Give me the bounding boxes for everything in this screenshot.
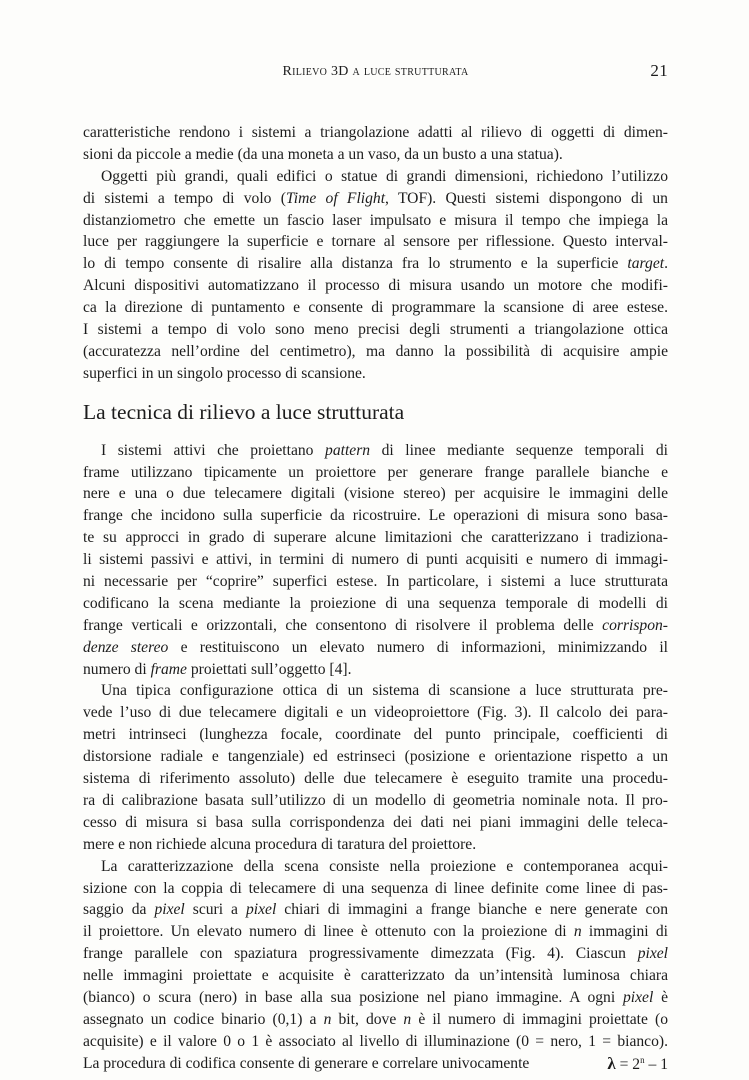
text-line: acquisite) e il valore 0 o 1 è associato al livello di illuminazione (0 = nero, 1 = bianco). [83,1032,668,1050]
text-line: mere e non richiede alcuna procedura di taratura del proiettore. [83,835,477,853]
text-line: codificano la scena mediante la proiezione di una sequenza temporale di modelli di [83,594,668,612]
text-line: I sistemi a tempo di volo sono meno precisi degli strumenti a triangolazione ottica [83,321,668,339]
text-line: assegnato un codice binario (0,1) a n bit, dove n è il numero di immagini proiettate (o [83,1010,669,1028]
section-heading: La tecnica di rilievo a luce strutturata [83,399,405,424]
paragraph-5 [83,856,668,1075]
lambda-symbol: λ [607,1053,616,1073]
paragraph-2 [83,166,668,385]
text-line: nelle immagini proiettate e acquisite è caratterizzato da un’intensità luminosa chiara [83,967,668,985]
running-header [83,61,668,84]
text-line: saggio da pixel scuri a pixel chiari di immagini a frange bianche e nere generate con [83,901,668,919]
text-fragment: La procedura di codifica consente di generare e correlare univocamente [83,1054,530,1072]
formula-tail: – 1 [644,1055,668,1073]
text-line: frange verticali e orizzontali, che consentono di risolvere il problema delle corrispon- [83,616,668,634]
text-line: superfici in un singolo processo di scansione. [83,364,366,382]
text-line: Alcuni dispositivi automatizzano il processo di misura usando un motore che modifi- [83,277,668,295]
paragraph-4 [83,680,668,855]
text-line: distanziometro che emette un fascio laser impulsato e misura il tempo che impiega la [83,211,668,229]
text-line: luce per raggiungere la superficie e tornare al sensore per riflessione. Questo interval- [83,233,668,251]
text-line: (bianco) o scura (nero) in base alla sua posizione nel piano immagine. A ogni pixel è [83,988,668,1006]
text-line: sistema di riferimento assoluto) delle due telecamere è eseguito tramite una procedu- [83,770,668,788]
text-line: Oggetti più grandi, quali edifici o statue di grandi dimensioni, richiedono l’utilizzo [101,167,668,185]
text-line: caratteristiche rendono i sistemi a triangolazione adatti al rilievo di oggetti di dimen- [83,124,668,141]
text-line: cesso di misura si basa sulla corrispondenza dei dati nei piani immagini delle teleca- [83,813,668,831]
text-line: lo di tempo consente di risalire alla distanza fra lo strumento e la superficie target. [83,255,668,273]
text-line: ni necessarie per “coprire” superfici estese. In particolare, i sistemi a luce strutturata [83,573,668,591]
text-line: frange parallele con spaziatura progressivamente dimezzata (Fig. 4). Ciascun pixel [83,945,668,963]
paragraph-1 [83,122,668,166]
text-line: li sistemi passivi e attivi, in termini di numero di punti acquisiti e numero di immagi- [83,551,668,569]
text-line: vede l’uso di due telecamere digitali e un videoproiettore (Fig. 3). Il calcolo dei para- [83,704,668,722]
running-title: Rilievo 3D a luce strutturata [282,64,469,79]
text-line: frame utilizzano tipicamente un proiettore per generare frange parallele bianche e [83,463,668,481]
text-line: numero di frame proiettati sull’oggetto [4]. [83,660,352,678]
text-line: I sistemi attivi che proiettano pattern di linee mediante sequenze temporali di [101,441,668,459]
formula [607,1053,668,1076]
text-line: Una tipica configurazione ottica di un sistema di scansione a luce strutturata pre- [101,682,668,700]
text-line: (accuratezza nell’ordine del centimetro), ma danno la possibilità di acquisire ampie [83,342,668,360]
text-line: frange che incidono sulla superficie da ricostruire. Le operazioni di misura sono basa- [83,507,668,525]
formula-exponent: n [640,1054,645,1065]
text-line: denze stereo e restituiscono un elevato numero di informazioni, minimizzando il [83,638,669,656]
text-line: te su approcci in grado di superare alcune limitazioni che caratterizzano i tradiziona- [83,529,668,547]
body-text [83,122,668,1076]
text-line: La caratterizzazione della scena consiste nella proiezione e contemporanea acqui- [101,857,668,875]
page-number: 21 [650,61,668,80]
paragraph-3 [83,440,668,681]
text-line: di sistemi a tempo di volo (Time of Flight, TOF). Questi sistemi dispongono di un [83,189,668,207]
text-line-with-formula [83,1053,668,1075]
text-line: metri intrinseci (lunghezza focale, coordinate del punto principale, coefficienti di [83,726,668,744]
text-line: il proiettore. Un elevato numero di linee è ottenuto con la proiezione di n immagini di [83,923,668,941]
text-line: nere e una o due telecamere digitali (visione stereo) per acquisire le immagini delle [83,485,668,503]
text-line: ra di calibrazione basata sull’utilizzo di un modello di geometria nominale nota. Il pro- [83,791,668,809]
formula-equals: = 2 [615,1055,641,1073]
text-line: distorsione radiale e tangenziale) ed estrinseci (posizione e orientazione rispetto a un [83,748,668,766]
text-line: ca la direzione di puntamento e consente di programmare la scansione di aree estese. [83,299,668,317]
text-line: sioni da piccole a medie (da una moneta a un vaso, da un busto a una statua). [83,145,563,163]
text-line: sizione con la coppia di telecamere di una sequenza di linee definite come linee di pas- [83,879,668,897]
